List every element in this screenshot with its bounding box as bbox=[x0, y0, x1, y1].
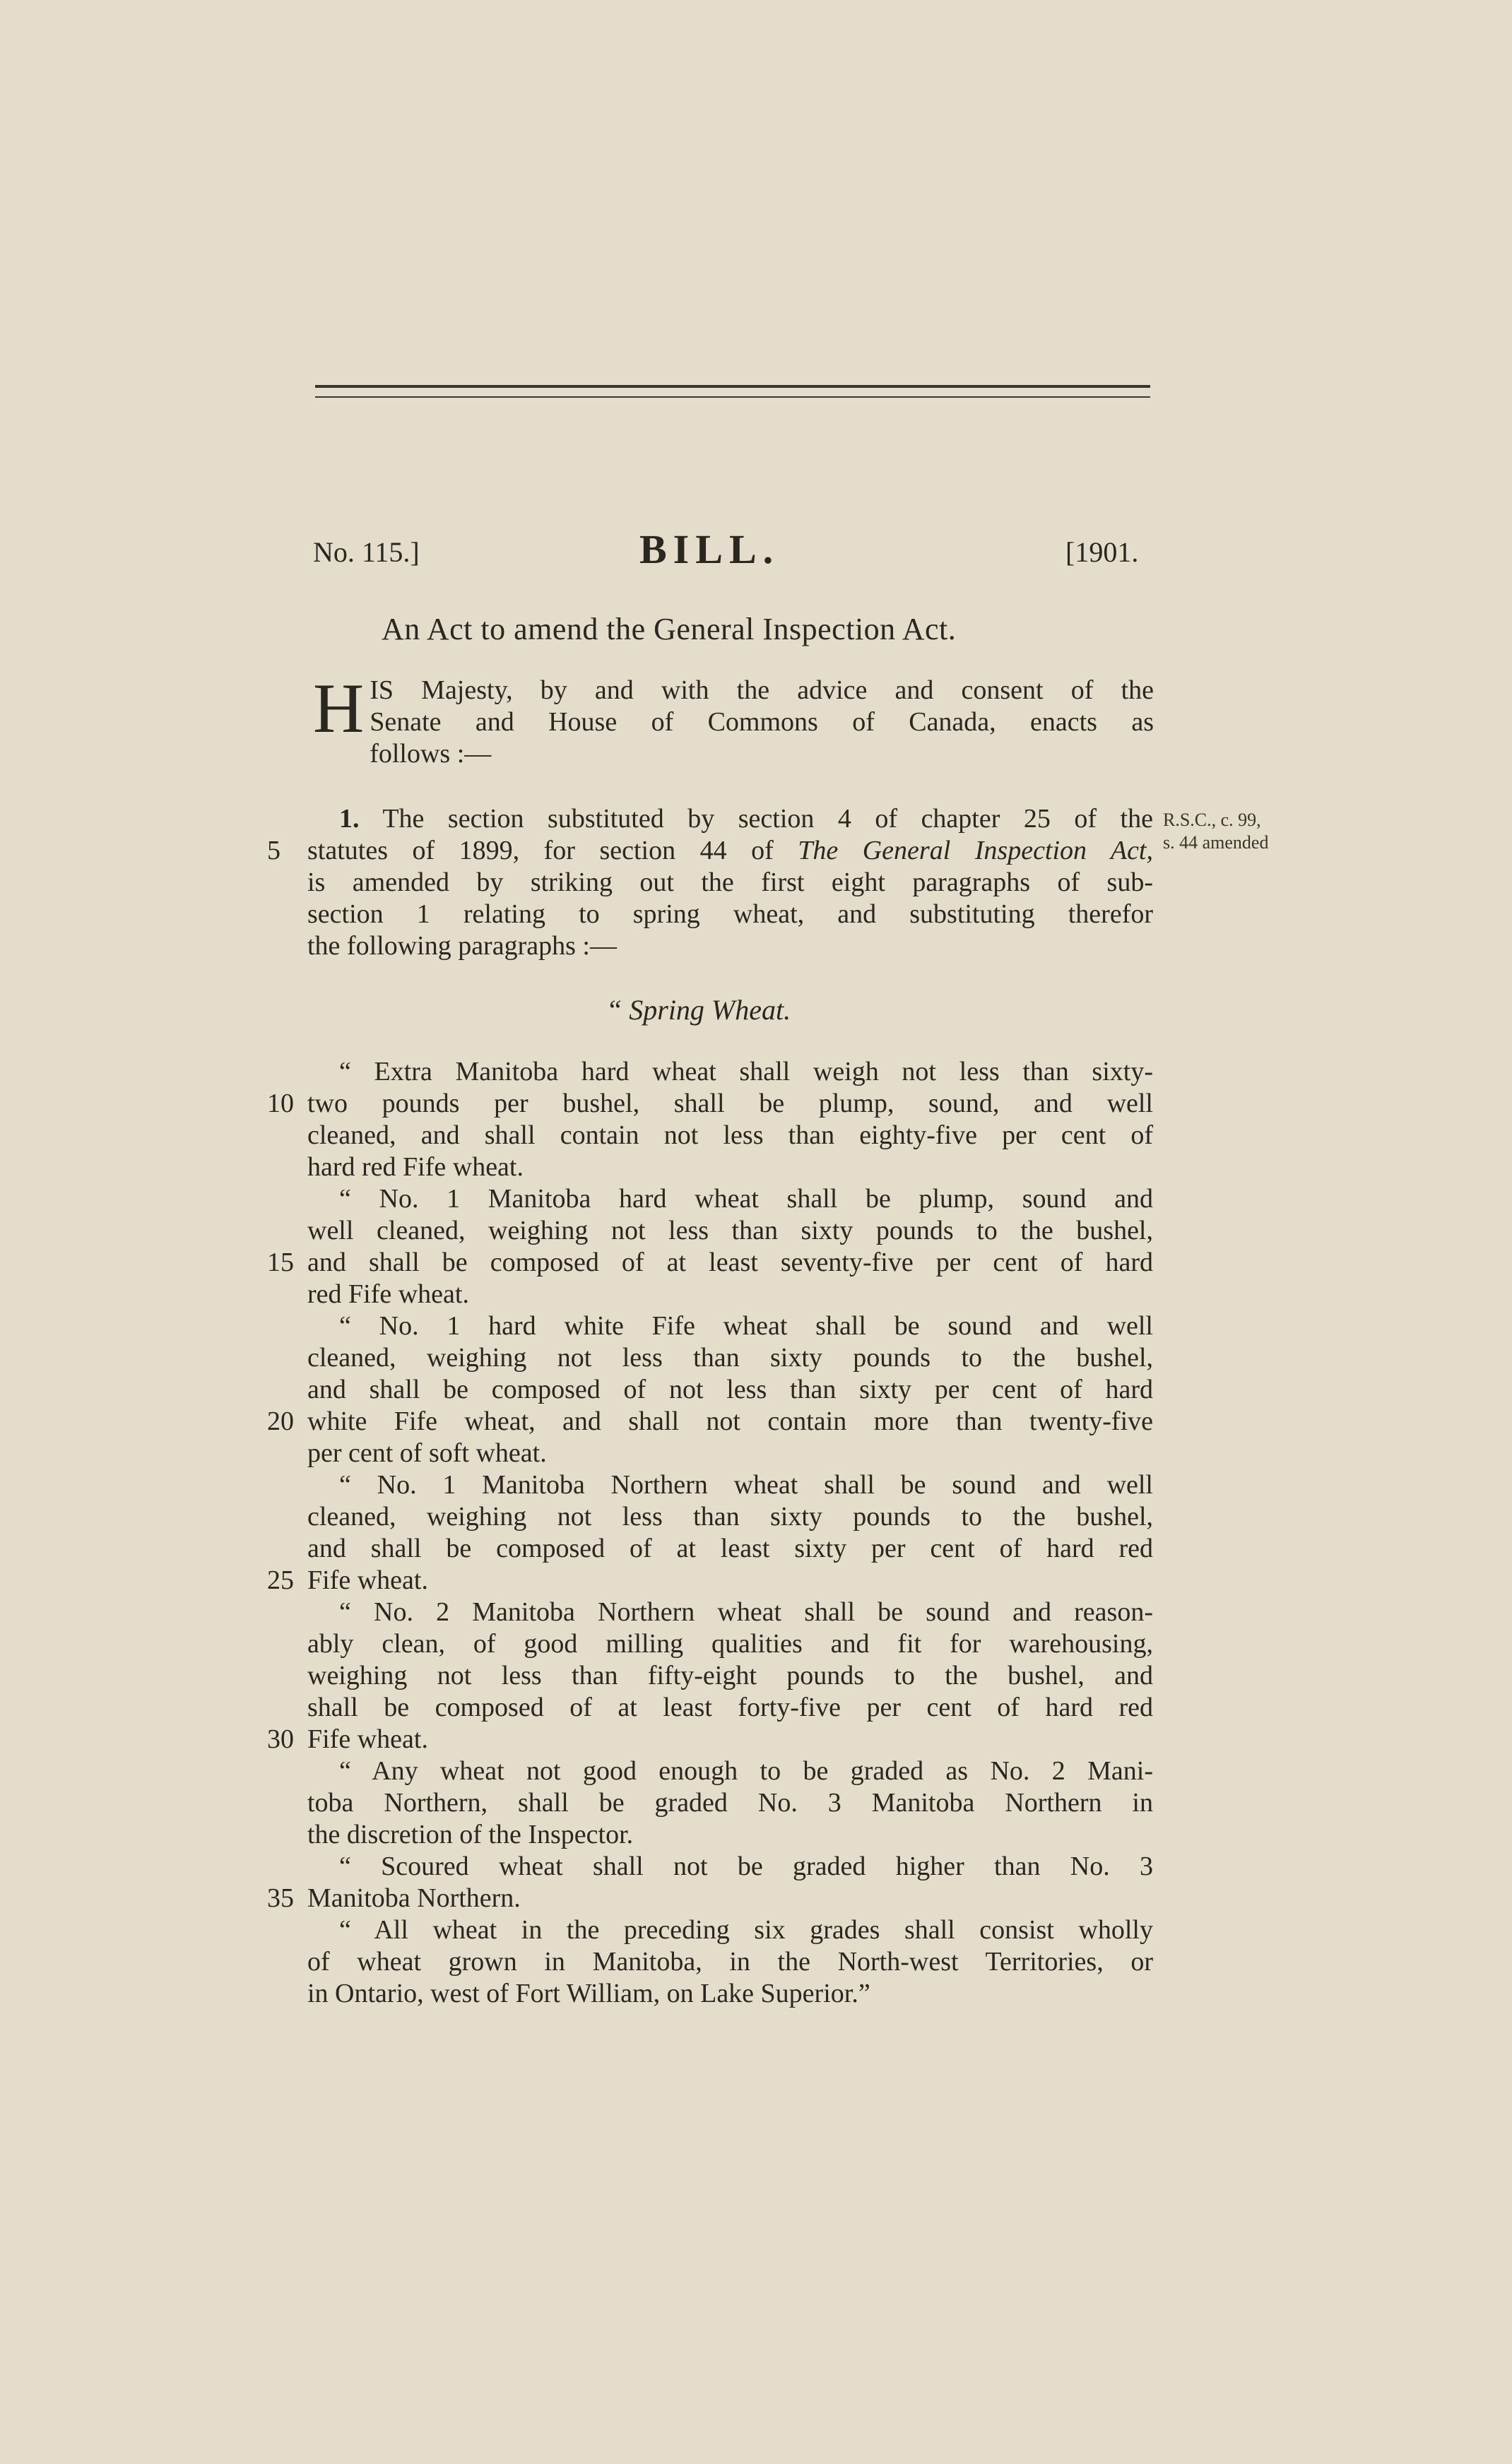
line-number-30: 30 bbox=[267, 1724, 294, 1754]
text-line: in Ontario, west of Fort William, on Lake Superior.” bbox=[307, 1979, 870, 2008]
text-line: of wheat grown in Manitoba, in the North-west Territories, or bbox=[307, 1947, 1153, 1977]
text-line: ably clean, of good milling qualities and fit for warehousing, bbox=[307, 1629, 1153, 1659]
text-line: toba Northern, shall be graded No. 3 Manitoba Northern in bbox=[307, 1788, 1153, 1818]
text-line: and shall be composed of not less than sixty per cent of hard bbox=[307, 1375, 1153, 1404]
margin-note-line-2: s. 44 amended bbox=[1163, 832, 1269, 853]
text-line: Manitoba Northern. bbox=[307, 1883, 521, 1913]
act-name-italic: The General Inspection Act, bbox=[798, 836, 1153, 865]
drop-cap: H bbox=[313, 669, 365, 747]
text-line: cleaned, weighing not less than sixty pounds to the bushel, bbox=[307, 1502, 1153, 1532]
text-line: “ Extra Manitoba hard wheat shall weigh not less than sixty- bbox=[339, 1057, 1153, 1086]
line-number-5: 5 bbox=[267, 836, 280, 865]
text-line: and shall be composed of at least sixty per cent of hard red bbox=[307, 1534, 1153, 1563]
text-line: “ Scoured wheat shall not be graded higher than No. 3 bbox=[339, 1852, 1153, 1881]
section-1-line-4: section 1 relating to spring wheat, and substituting therefor bbox=[307, 899, 1153, 929]
text-line: white Fife wheat, and shall not contain more than twenty-five bbox=[307, 1406, 1153, 1436]
subheading-spring-wheat: “ Spring Wheat. bbox=[606, 994, 791, 1026]
line-number-10: 10 bbox=[267, 1089, 294, 1118]
text-line: “ All wheat in the preceding six grades shall consist wholly bbox=[339, 1915, 1153, 1945]
section-1-text-2a: statutes of 1899, for section 44 of bbox=[307, 836, 774, 865]
section-1-line-1 bbox=[307, 803, 1153, 835]
line-number-25: 25 bbox=[267, 1565, 294, 1595]
text-line: “ No. 1 Manitoba hard wheat shall be plump, sound and bbox=[339, 1184, 1153, 1214]
line-number-20: 20 bbox=[267, 1406, 294, 1436]
section-1-line-2 bbox=[307, 835, 1153, 867]
top-double-rule-thin bbox=[315, 396, 1150, 398]
text-line: per cent of soft wheat. bbox=[307, 1438, 547, 1468]
text-line: the discretion of the Inspector. bbox=[307, 1820, 634, 1849]
bill-number: No. 115.] bbox=[313, 536, 420, 568]
enacting-clause bbox=[313, 669, 1154, 770]
top-double-rule bbox=[315, 385, 1150, 388]
text-line: cleaned, and shall contain not less than eighty-five per cent of bbox=[307, 1120, 1153, 1150]
margin-note-line-1: R.S.C., c. 99, bbox=[1163, 810, 1261, 830]
section-1-line-5: the following paragraphs :— bbox=[307, 931, 617, 961]
text-line: weighing not less than fifty-eight pounds to the bushel, and bbox=[307, 1661, 1153, 1690]
text-line: “ No. 1 hard white Fife wheat shall be sound and well bbox=[339, 1311, 1153, 1341]
text-line: cleaned, weighing not less than sixty pounds to the bushel, bbox=[307, 1343, 1153, 1373]
act-title: An Act to amend the General Inspection Act. bbox=[382, 612, 957, 646]
bill-year: [1901. bbox=[1065, 536, 1139, 568]
bill-heading: BILL. bbox=[639, 526, 780, 572]
enacting-line-3: follows :— bbox=[370, 739, 492, 769]
text-line: “ Any wheat not good enough to be graded as No. 2 Mani- bbox=[339, 1756, 1153, 1786]
section-1-text-1: The section substituted by section 4 of chapter 25 of the bbox=[382, 804, 1153, 834]
section-1-line-3: is amended by striking out the first eight paragraphs of sub- bbox=[307, 867, 1153, 897]
enacting-line-2: Senate and House of Commons of Canada, enacts as bbox=[370, 707, 1154, 737]
text-line: “ No. 1 Manitoba Northern wheat shall be sound and well bbox=[339, 1470, 1153, 1500]
text-line: well cleaned, weighing not less than sixty pounds to the bushel, bbox=[307, 1216, 1153, 1245]
text-line: red Fife wheat. bbox=[307, 1279, 469, 1309]
enacting-line-1: IS Majesty, by and with the advice and consent of the bbox=[370, 675, 1154, 705]
text-line: Fife wheat. bbox=[307, 1724, 428, 1754]
line-number-35: 35 bbox=[267, 1883, 294, 1913]
text-line: “ No. 2 Manitoba Northern wheat shall be sound and reason- bbox=[339, 1597, 1153, 1627]
text-line: two pounds per bushel, shall be plump, sound, and well bbox=[307, 1089, 1153, 1118]
text-line: and shall be composed of at least seventy-five per cent of hard bbox=[307, 1248, 1153, 1277]
text-line: shall be composed of at least forty-five per cent of hard red bbox=[307, 1693, 1153, 1722]
text-line: Fife wheat. bbox=[307, 1565, 428, 1595]
line-number-15: 15 bbox=[267, 1248, 294, 1277]
section-number: 1. bbox=[339, 804, 360, 834]
text-line: hard red Fife wheat. bbox=[307, 1152, 524, 1182]
